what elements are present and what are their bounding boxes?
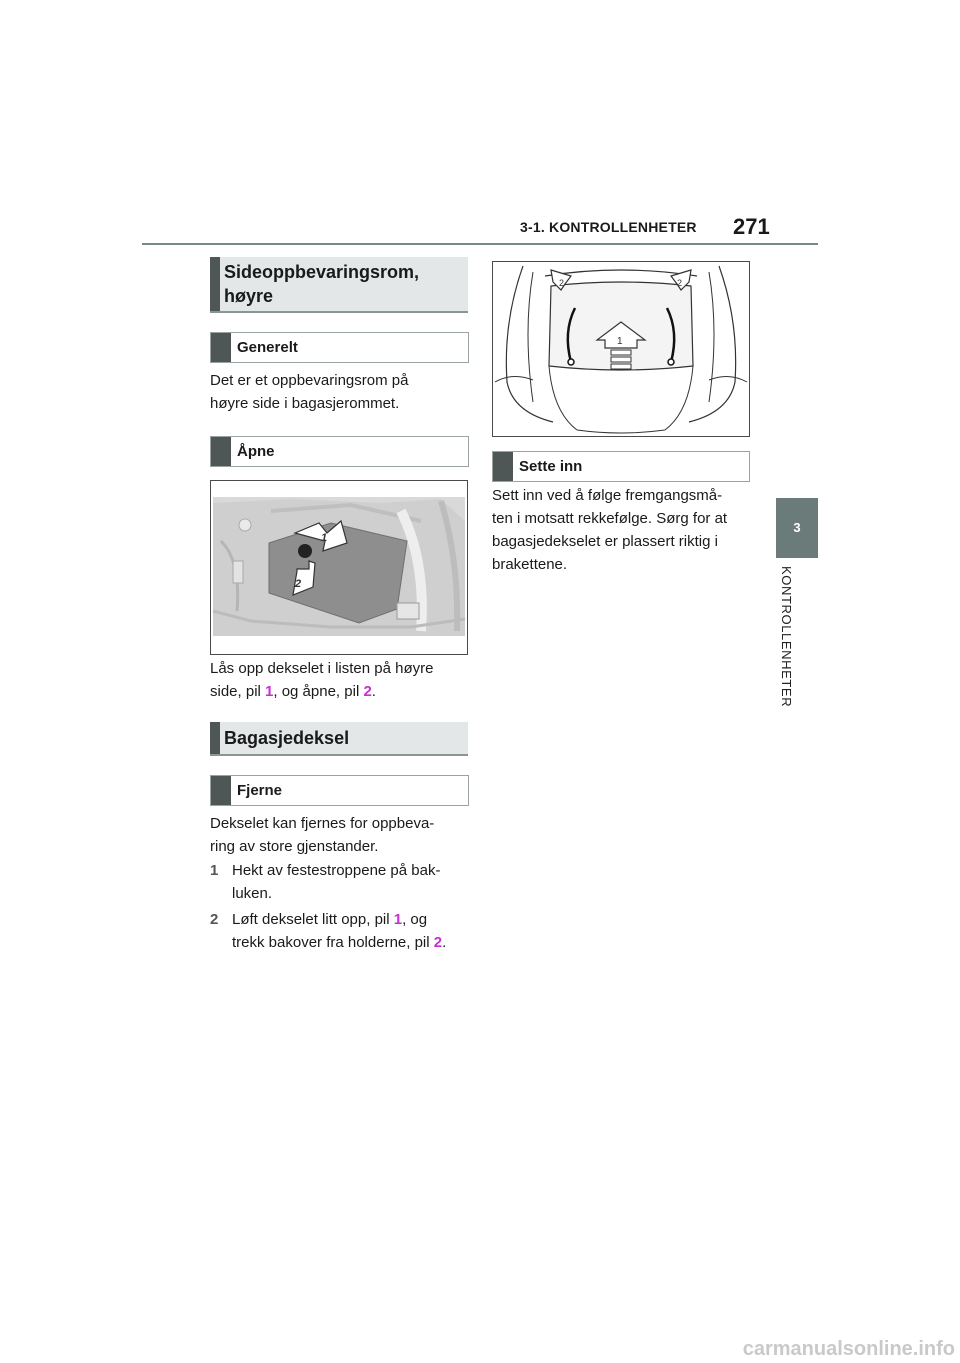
subheading-apne bbox=[210, 436, 469, 467]
step-1 bbox=[210, 859, 470, 905]
section-heading-line2: høyre bbox=[224, 286, 274, 306]
fjerne-line1: Dekselet kan fjernes for oppbeva- bbox=[210, 815, 435, 832]
apne-line2-part1: side, pil bbox=[210, 683, 266, 700]
subheading-sette-inn-text: Sette inn bbox=[519, 458, 583, 475]
figure-luggage-cover bbox=[492, 261, 750, 437]
heading-bar bbox=[210, 257, 220, 311]
arrow-ref-2: 2 bbox=[433, 934, 443, 951]
chapter-tab-label bbox=[779, 566, 809, 726]
apne-paragraph bbox=[210, 657, 470, 703]
watermark-logo bbox=[0, 1340, 960, 1358]
section-heading-bagasjedeksel-text: Bagasjedeksel bbox=[224, 728, 350, 748]
step-1-number: 1 bbox=[210, 862, 219, 879]
subheading-generelt-text: Generelt bbox=[237, 339, 298, 356]
luggage-cover-illustration bbox=[493, 262, 749, 436]
subheading-bar bbox=[211, 437, 231, 466]
subheading-bar bbox=[211, 776, 231, 805]
arrow-ref-2: 2 bbox=[363, 683, 372, 700]
chapter-tab-label-text: KONTROLLENHETER bbox=[779, 566, 794, 708]
fjerne-paragraph bbox=[210, 812, 470, 858]
arrow-ref-1: 1 bbox=[393, 911, 403, 928]
arrow-ref-1: 1 bbox=[265, 683, 274, 700]
header-rule bbox=[142, 243, 818, 245]
step-2-line2-part2: . bbox=[442, 934, 447, 951]
apne-line2 bbox=[210, 680, 470, 703]
figure-arrow-1-label: 1 bbox=[321, 532, 328, 544]
subheading-sette-inn bbox=[492, 451, 750, 482]
chapter-title: 3-1. KONTROLLENHETER bbox=[520, 219, 697, 235]
heading-bar bbox=[210, 722, 220, 754]
step-2-line1-part2: , og bbox=[402, 911, 428, 928]
section-heading-side-storage bbox=[210, 257, 468, 313]
section-heading-bagasjedeksel bbox=[210, 722, 468, 756]
step-2-number: 2 bbox=[210, 911, 219, 928]
watermark-text: carmanualsonline.info bbox=[742, 1340, 955, 1358]
step-1-line1: Hekt av festestroppene på bak- bbox=[232, 862, 441, 879]
page-number: 271 bbox=[733, 214, 770, 239]
sette-line3: bagasjedekselet er plassert riktig i bbox=[492, 533, 718, 550]
apne-line2-part3: . bbox=[371, 683, 376, 700]
figure-arrow-1-label: 1 bbox=[617, 336, 623, 347]
subheading-bar bbox=[493, 452, 513, 481]
step-2-line2-part1: trekk bakover fra holderne, pil bbox=[232, 934, 434, 951]
subheading-fjerne-text: Fjerne bbox=[237, 782, 283, 799]
subheading-generelt bbox=[210, 332, 469, 363]
section-heading-line1: Sideoppbevaringsrom, bbox=[224, 262, 420, 282]
generelt-line2: høyre side i bagasjerommet. bbox=[210, 395, 400, 412]
apne-line1: Lås opp dekselet i listen på høyre bbox=[210, 660, 434, 677]
side-storage-illustration bbox=[211, 481, 467, 654]
fjerne-line2: ring av store gjenstander. bbox=[210, 838, 379, 855]
subheading-apne-text: Åpne bbox=[237, 443, 275, 460]
subheading-bar bbox=[211, 333, 231, 362]
sette-line1: Sett inn ved å følge fremgangsmå- bbox=[492, 487, 723, 504]
subheading-fjerne bbox=[210, 775, 469, 806]
step-1-line2: luken. bbox=[232, 885, 273, 902]
chapter-tab: 3 bbox=[776, 498, 818, 558]
step-2-line1 bbox=[232, 908, 427, 931]
step-2 bbox=[210, 908, 474, 954]
figure-side-storage bbox=[210, 480, 468, 655]
figure-arrow-2a-label: 2 bbox=[559, 278, 565, 288]
sette-line4: brakettene. bbox=[492, 556, 568, 573]
sette-line2: ten i motsatt rekkefølge. Sørg for at bbox=[492, 510, 728, 527]
generelt-paragraph bbox=[210, 369, 468, 415]
figure-arrow-2-label: 2 bbox=[295, 578, 302, 590]
apne-line2-part2: , og åpne, pil bbox=[273, 683, 364, 700]
step-2-line2 bbox=[210, 931, 474, 954]
watermark bbox=[0, 1340, 960, 1363]
generelt-line1: Det er et oppbevaringsrom på bbox=[210, 372, 409, 389]
step-2-line1-part1: Løft dekselet litt opp, pil bbox=[232, 911, 394, 928]
figure-arrow-2b-label: 2 bbox=[677, 278, 683, 288]
sette-inn-paragraph bbox=[492, 484, 754, 576]
